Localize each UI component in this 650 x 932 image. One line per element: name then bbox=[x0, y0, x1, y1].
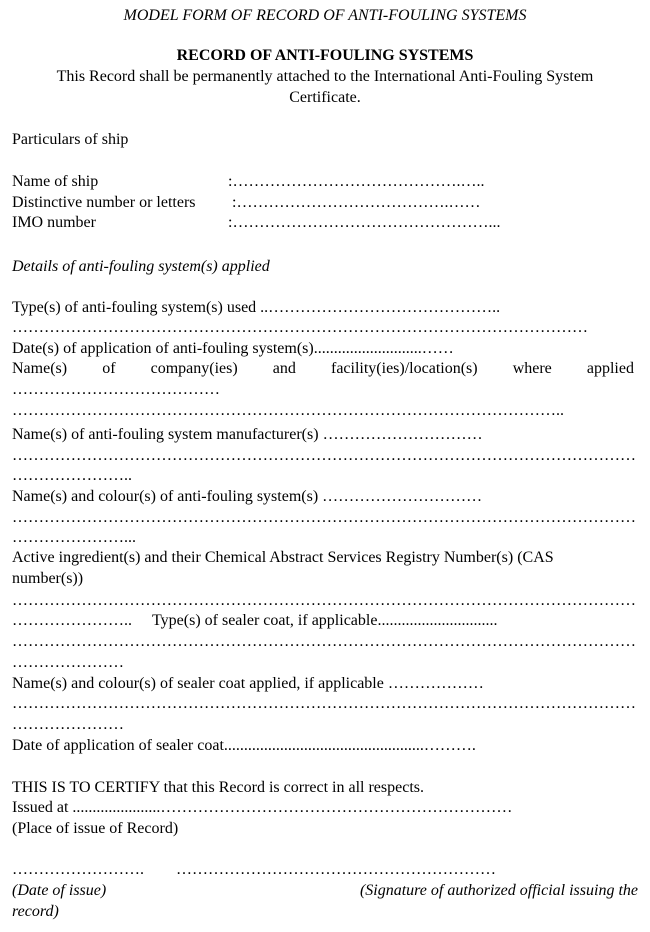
dotted-line: ……………………………………………………………………………………………………… bbox=[12, 633, 636, 650]
particulars-heading: Particulars of ship bbox=[12, 131, 129, 148]
dotted-line: ……………………………………………………………………………………………………… bbox=[12, 695, 636, 712]
signature-caption-line-2: record) bbox=[12, 903, 59, 920]
company-label-row bbox=[12, 359, 634, 379]
company-word: where bbox=[512, 360, 552, 377]
signature-caption-line-1: (Signature of authorized official issuing the bbox=[359, 882, 638, 899]
active-ingredient-label-2: number(s)) bbox=[12, 570, 84, 587]
distinctive-number-label: Distinctive number or letters bbox=[12, 194, 196, 211]
dotted-line: …………………... bbox=[12, 529, 136, 546]
intro-line-2: Certificate. bbox=[289, 89, 361, 106]
dotted-line: ……………………………………………………………………………………………… bbox=[12, 319, 588, 336]
company-word: of bbox=[102, 360, 116, 377]
colour-field: Name(s) and colour(s) of anti-fouling system(s) ………………………… bbox=[12, 488, 483, 505]
imo-number-value: :…………………………………………... bbox=[228, 214, 501, 231]
date-issue-dots: ……………………. bbox=[12, 861, 144, 878]
company-word: company(ies) bbox=[150, 360, 238, 377]
ship-name-label: Name of ship bbox=[12, 173, 99, 190]
date-application-field: Date(s) of application of anti-fouling system(s)...........................…… bbox=[12, 340, 454, 357]
dotted-line: ………………….. bbox=[12, 612, 132, 629]
company-word: facility(ies)/location(s) bbox=[330, 360, 478, 377]
date-of-issue-caption: (Date of issue) bbox=[12, 882, 107, 899]
details-heading: Details of anti-fouling system(s) applied bbox=[12, 258, 270, 275]
issued-at-field: Issued at ......................………………………………………………………… bbox=[12, 799, 513, 816]
type-used-field: Type(s) of anti-fouling system(s) used ..…………………………………….. bbox=[12, 299, 501, 316]
intro-line-1: This Record shall be permanently attached to the International Anti-Fouling System bbox=[56, 68, 594, 85]
imo-number-label: IMO number bbox=[12, 214, 96, 231]
certify-statement: THIS IS TO CERTIFY that this Record is correct in all respects. bbox=[12, 779, 425, 796]
signature-dots: …………………………………………………… bbox=[176, 861, 496, 878]
ship-name-value: :…………………………………….….. bbox=[228, 173, 485, 190]
dotted-line: ………………………………………………………………………………………….. bbox=[12, 402, 564, 419]
sealer-type-field: Type(s) of sealer coat, if applicable.............................. bbox=[152, 612, 498, 629]
dotted-line: ………………………………… bbox=[12, 381, 220, 398]
dotted-line: ……………………………………………………………………………………………………… bbox=[12, 592, 636, 609]
dotted-line: ……………………………………………………………………………………………………… bbox=[12, 447, 636, 464]
place-caption: (Place of issue of Record) bbox=[12, 820, 179, 837]
dotted-line: ………………… bbox=[12, 716, 124, 733]
dotted-line: ……………………………………………………………………………………………………… bbox=[12, 509, 636, 526]
active-ingredient-label-1: Active ingredient(s) and their Chemical Abstract Services Registry Number(s) (CAS bbox=[12, 549, 554, 566]
manufacturer-field: Name(s) of anti-fouling system manufacturer(s) ………………………… bbox=[12, 426, 483, 443]
company-word: Name(s) bbox=[12, 360, 68, 377]
record-title: RECORD OF ANTI-FOULING SYSTEMS bbox=[176, 47, 474, 64]
sealer-date-field: Date of application of sealer coat..................................................………. bbox=[12, 737, 476, 754]
sealer-colour-field: Name(s) and colour(s) of sealer coat applied, if applicable ……………… bbox=[12, 675, 484, 692]
model-form-title: MODEL FORM OF RECORD OF ANTI-FOULING SYSTEMS bbox=[123, 7, 527, 24]
company-word: and bbox=[272, 360, 296, 377]
dotted-line: ………………… bbox=[12, 654, 124, 671]
company-word: applied bbox=[586, 360, 634, 377]
dotted-line: ………………….. bbox=[12, 467, 132, 484]
distinctive-number-value: :………………………………….…… bbox=[232, 194, 481, 211]
